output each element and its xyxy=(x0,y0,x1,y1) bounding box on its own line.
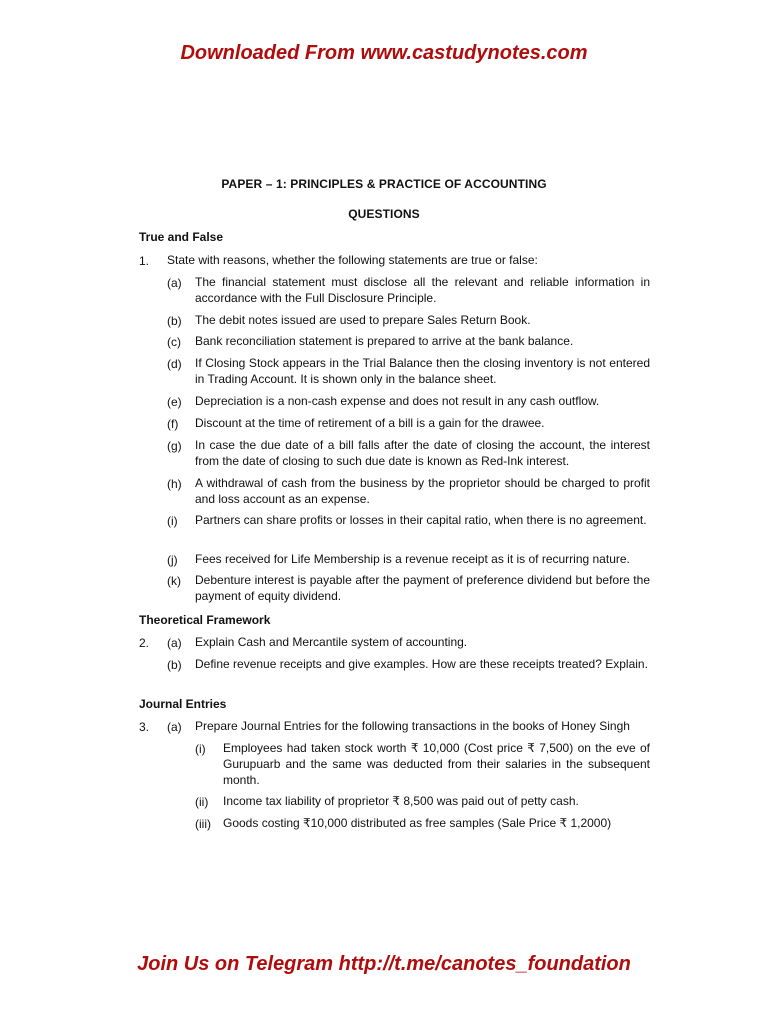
item-mark: (i) xyxy=(167,514,178,528)
item-mark: (ii) xyxy=(195,795,209,809)
list-item: Define revenue receipts and give examples. How are these receipts treated? Explain. xyxy=(195,657,648,671)
list-item: Partners can share profits or losses in their capital ratio, when there is no agreement. xyxy=(195,513,647,527)
item-mark: (j) xyxy=(167,553,178,567)
list-item: If Closing Stock appears in the Trial Balance then the closing inventory is not entered in Trading Account. It is shown only in the balance sheet. xyxy=(195,356,650,386)
item-mark: (e) xyxy=(167,395,182,409)
question-number: 1. xyxy=(139,254,150,268)
list-item: A withdrawal of cash from the business by the proprietor should be charged to profit and loss account as an expense. xyxy=(195,476,650,506)
section-heading-theoretical-framework: Theoretical Framework xyxy=(139,613,271,627)
list-item: Debenture interest is payable after the payment of preference dividend but before the payment of equity dividend. xyxy=(195,573,650,603)
item-mark: (g) xyxy=(167,439,182,453)
item-mark: (iii) xyxy=(195,817,211,831)
telegram-banner: Join Us on Telegram http://t.me/canotes_foundation xyxy=(137,953,631,975)
question-text: State with reasons, whether the following statements are true or false: xyxy=(167,253,538,267)
list-item: Bank reconciliation statement is prepared to arrive at the bank balance. xyxy=(195,334,574,348)
question-number: 2. xyxy=(139,636,150,650)
item-mark: (a) xyxy=(167,636,182,650)
question-number: 3. xyxy=(139,720,150,734)
list-item: Income tax liability of proprietor ₹ 8,500 was paid out of petty cash. xyxy=(223,794,579,808)
list-item: The financial statement must disclose all the relevant and reliable information in accordance with the Full Disclosure Principle. xyxy=(195,275,650,305)
question-text: Prepare Journal Entries for the following transactions in the books of Honey Singh xyxy=(195,719,630,733)
questions-heading: QUESTIONS xyxy=(348,207,420,221)
item-mark: (c) xyxy=(167,335,181,349)
question-mark: (a) xyxy=(167,720,182,734)
download-source-banner: Downloaded From www.castudynotes.com xyxy=(180,42,588,64)
item-mark: (h) xyxy=(167,477,182,491)
list-item: Explain Cash and Mercantile system of accounting. xyxy=(195,635,468,649)
item-mark: (b) xyxy=(167,314,182,328)
item-mark: (a) xyxy=(167,276,182,290)
list-item: Depreciation is a non-cash expense and does not result in any cash outflow. xyxy=(195,394,600,408)
list-item: Fees received for Life Membership is a revenue receipt as it is of recurring nature. xyxy=(195,552,630,566)
item-mark: (f) xyxy=(167,417,179,431)
list-item: In case the due date of a bill falls after the date of closing the account, the interest from the date of closing to such due date is known as Red-Ink interest. xyxy=(195,438,650,468)
list-item: Employees had taken stock worth ₹ 10,000 (Cost price ₹ 7,500) on the eve of Gurupuarb and the same was deducted from their salaries in the subsequent month. xyxy=(223,741,650,787)
list-item: The debit notes issued are used to prepare Sales Return Book. xyxy=(195,313,531,327)
item-mark: (d) xyxy=(167,357,182,371)
paper-title: PAPER – 1: PRINCIPLES & PRACTICE OF ACCOUNTING xyxy=(221,177,547,191)
item-mark: (k) xyxy=(167,574,181,588)
item-mark: (b) xyxy=(167,658,182,672)
section-heading-journal-entries: Journal Entries xyxy=(139,697,227,711)
section-heading-true-false: True and False xyxy=(139,230,224,244)
list-item: Discount at the time of retirement of a bill is a gain for the drawee. xyxy=(195,416,545,430)
item-mark: (i) xyxy=(195,742,206,756)
list-item: Goods costing ₹10,000 distributed as free samples (Sale Price ₹ 1,2000) xyxy=(223,816,612,830)
